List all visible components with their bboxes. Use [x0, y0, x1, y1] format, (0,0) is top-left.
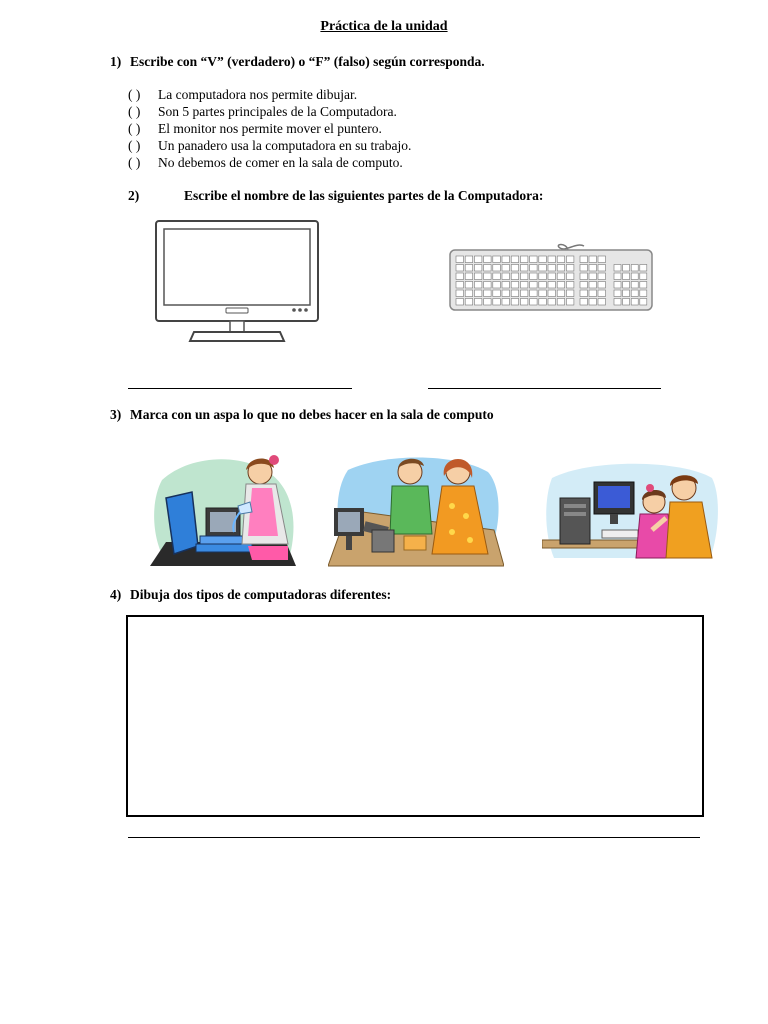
question-1	[110, 54, 485, 70]
answer-blank[interactable]: ( )	[128, 87, 141, 102]
statement-text: Son 5 partes principales de la Computadora.	[158, 104, 397, 119]
kids-pushing-at-computer-illustration	[542, 458, 720, 566]
question-4	[110, 587, 391, 603]
keyboard-icon	[448, 238, 654, 312]
question-2	[128, 188, 543, 204]
answer-blank[interactable]: ( )	[128, 155, 141, 170]
answer-blank[interactable]: ( )	[128, 104, 141, 119]
statement-text: No debemos de comer en la sala de computo.	[158, 155, 403, 170]
list-item	[128, 86, 411, 103]
question-3	[110, 407, 494, 423]
question-4-text: Dibuja dos tipos de computadoras diferentes:	[130, 587, 392, 602]
list-item	[128, 120, 411, 137]
list-item	[128, 137, 411, 154]
monitor-icon	[154, 219, 320, 343]
page-title: Práctica de la unidad	[320, 19, 448, 34]
question-2-text: Escribe el nombre de las siguientes partes de la Computadora:	[184, 188, 544, 203]
true-false-list	[128, 86, 411, 171]
list-item	[128, 154, 411, 171]
statement-text: El monitor nos permite mover el puntero.	[158, 121, 382, 136]
question-3-number: 3)	[110, 407, 122, 422]
kids-eating-at-computer-illustration	[328, 450, 504, 568]
answer-blank[interactable]: ( )	[128, 121, 141, 136]
answer-line-monitor[interactable]	[128, 388, 352, 389]
statement-text: Un panadero usa la computadora en su trabajo.	[158, 138, 412, 153]
statement-text: La computadora nos permite dibujar.	[158, 87, 358, 102]
drawing-box[interactable]	[126, 615, 704, 817]
question-2-number: 2)	[128, 188, 140, 203]
question-1-text: Escribe con “V” (verdadero) o “F” (falso) según corresponda.	[130, 54, 485, 69]
bottom-line	[128, 837, 700, 838]
question-3-text: Marca con un aspa lo que no debes hacer en la sala de computo	[130, 407, 494, 422]
list-item	[128, 103, 411, 120]
answer-line-keyboard[interactable]	[428, 388, 661, 389]
girl-spilling-drink-illustration	[148, 450, 298, 568]
question-4-number: 4)	[110, 587, 122, 602]
question-1-number: 1)	[110, 54, 122, 69]
answer-blank[interactable]: ( )	[128, 138, 141, 153]
